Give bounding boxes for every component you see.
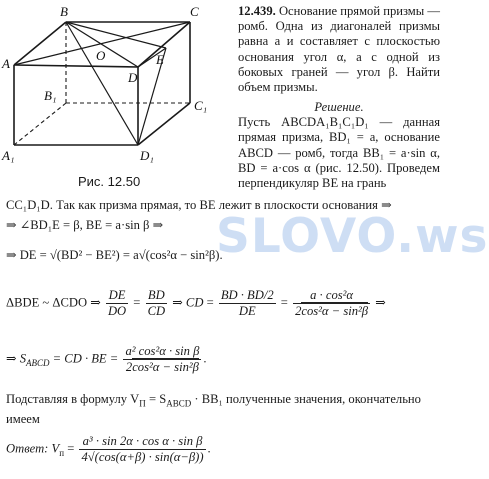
equation-3: ΔBDE ~ ΔCDO ⇒ $\frac{DE}{DO}$ = $\frac{BD}{CD}$ ⇒ CD = $\frac{BD \cdot BD/2}{DE}$ = $\frac{\text{a · cos²α}}{\text{2cos²α − sin²β}}$ ⇒ xyxy=(6,288,386,319)
solution-line2: CC₁D₁D. Так как призма прямая, то BE лежит в плоскости основания ⇒ xyxy=(6,198,392,212)
answer-numerator: a³ · sin 2α · cos α · sin β xyxy=(79,434,205,450)
label-D1: D₁ xyxy=(140,148,154,163)
fraction-bd-cd: $\frac{BD}{CD}$ xyxy=(147,288,166,319)
para-sub: П xyxy=(139,398,146,409)
equation-3-left: ΔBDE ~ ΔCDO ⇒ xyxy=(6,295,101,310)
fraction-cd-result: $\frac{\text{a · cos²α}}{\text{2cos²α − sin²β}}$ xyxy=(295,288,369,319)
answer-denominator: 4√(cos(α+β) · sin(α−β)) xyxy=(81,450,204,465)
label-O: O xyxy=(96,48,106,63)
problem-statement xyxy=(238,4,440,95)
label-C1: C₁ xyxy=(194,98,208,113)
equation-4: ⇒ $S_{ABCD}$ = CD · BE = $\frac{\text{a² cos²α · sin β}}{\text{2cos²α − sin²β}}$ . xyxy=(6,344,207,375)
para-start: Подставляя в формулу V xyxy=(6,392,140,406)
answer-fraction xyxy=(79,434,205,465)
answer-sub: п xyxy=(59,448,65,459)
label-B1: B₁ xyxy=(44,88,57,103)
figure-caption: Рис. 12.50 xyxy=(78,174,141,189)
area-mid: = CD · BE = xyxy=(52,351,119,366)
solution-paragraph xyxy=(6,392,438,427)
para-rest: = S xyxy=(148,392,167,406)
answer-label: Ответ: xyxy=(6,441,49,456)
label-A1: A₁ xyxy=(2,148,15,163)
area-symbol: ⇒ S xyxy=(6,351,26,366)
problem-text: Основание прямой призмы — ромб. Одна из диагоналей призмы равна a и составляет с плоскостью основания угол α, а с одной из боковых граней — угол β. Найти объем призмы. xyxy=(238,4,440,95)
equation-1: ⇒ ∠BD₁E = β, BE = a·sin β ⇒ xyxy=(6,218,164,232)
para-rest-sub: ABCD xyxy=(166,398,192,409)
answer: Ответ: $V_п$ = $\frac{\text{a³ · sin 2α · cos α · sin β}}{4√(\cos(\alpha+\beta) \cdot \sin(\alpha-\beta))}$ . xyxy=(6,434,211,465)
area-subscript: ABCD xyxy=(26,358,50,369)
para-tail: · BB₁ полученные значения, окончательно имеем xyxy=(6,392,421,426)
equation-2: ⇒ DE = √(BD² − BE²) = a√(cos²α − sin²β). xyxy=(6,248,223,262)
fraction-cd: $\frac{BD \cdot BD/2}{DE}$ xyxy=(220,288,274,319)
label-D: D xyxy=(128,70,138,85)
answer-v: V xyxy=(51,441,60,456)
problem-number: 12.439. xyxy=(238,4,276,18)
fraction-de-do: $\frac{DE}{DO}$ xyxy=(107,288,127,319)
solution-intro: Пусть ABCDA₁B₁C₁D₁ — данная прямая призма, BD₁ = a, основание ABCD — ромб, тогда BB₁ = a·sin α, BD = a·cos α (рис. 12.50). Проведем перпендикуляр BE на грань xyxy=(238,115,440,191)
label-C: C xyxy=(190,4,199,19)
watermark: SLOVO.ws xyxy=(216,209,489,264)
label-A: A xyxy=(2,56,10,71)
solution-intro-block xyxy=(238,100,440,191)
solution-heading: Решение. xyxy=(314,100,364,114)
label-B: B xyxy=(60,4,68,19)
fraction-area: $\frac{\text{a² cos²α · sin β}}{\text{2cos²α − sin²β}}$ xyxy=(125,344,200,375)
label-E: E xyxy=(156,52,164,67)
prism-figure xyxy=(0,0,232,178)
